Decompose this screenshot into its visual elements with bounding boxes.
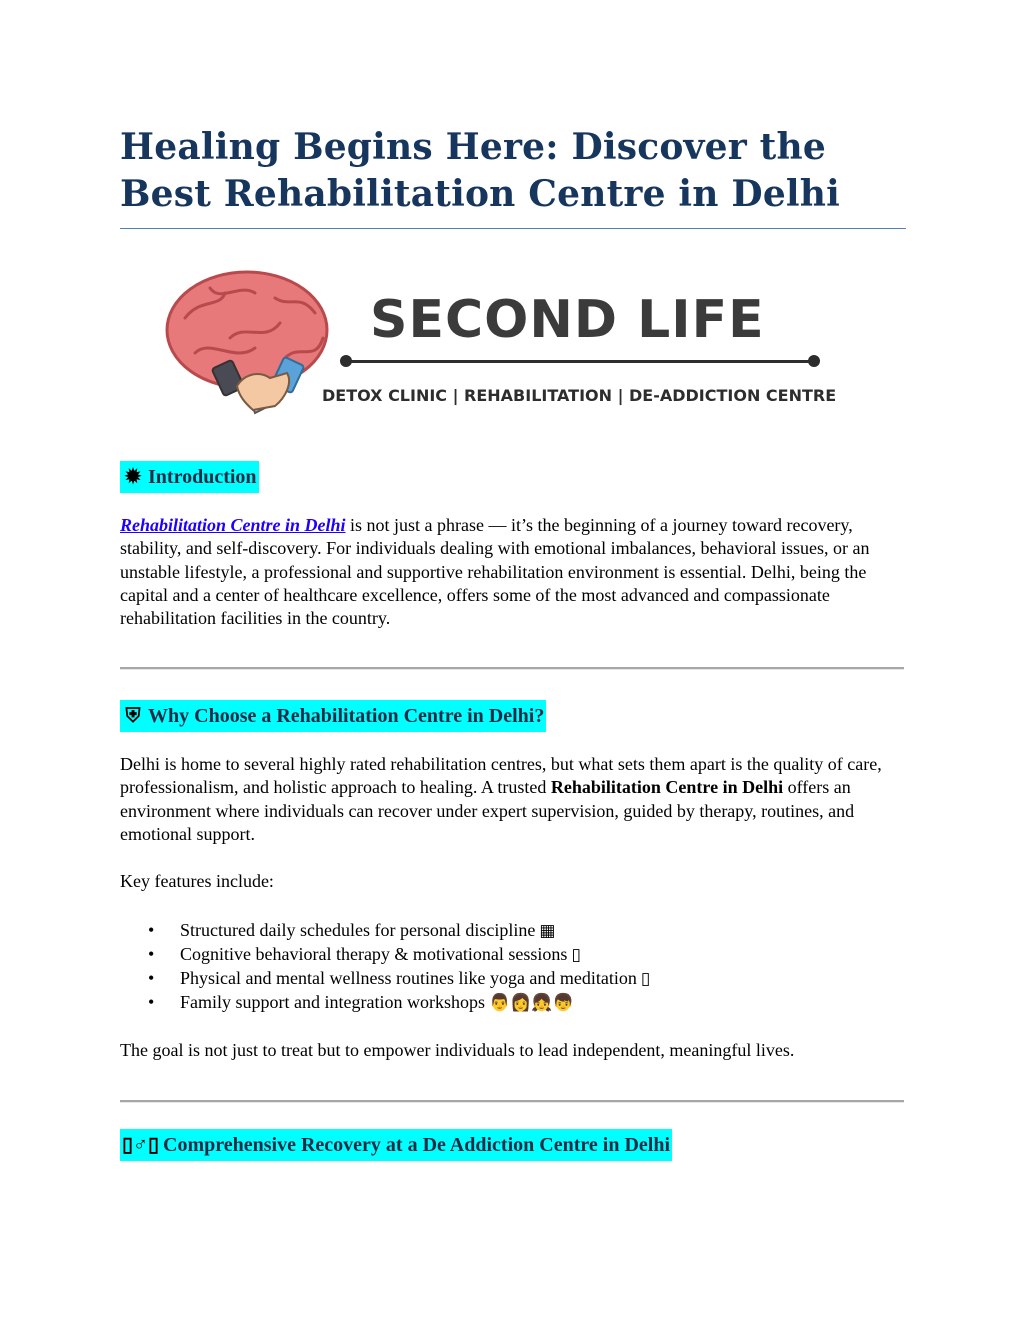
goal-paragraph: The goal is not just to treat but to empower individuals to lead independent, meaningful lives. [120,1040,795,1060]
why-text-end: offers an environment where individuals can recover under expert supervision, guided by therapy, routines, and emotional support. [120,777,855,844]
page-title: Healing Begins Here: Discover the Best Rehabilitation Centre in Delhi [120,126,841,215]
heading-text: Introduction [148,466,257,488]
logo-divider-dot-right [808,355,820,367]
missing-glyph-icon: ▯ [640,969,651,989]
logo-wordmark: SECOND LIFE [370,290,765,350]
list-item [120,918,910,942]
logo-divider-dot-left [340,355,352,367]
why-text-bold: Rehabilitation Centre in Delhi [550,777,784,798]
section-divider-2 [120,1100,904,1102]
features-intro: Key features include: [120,871,274,891]
list-item [120,966,910,990]
list-item [120,990,910,1014]
calendar-icon: ▦ [539,921,556,941]
feature-text: Cognitive behavioral therapy & motivational sessions [180,944,568,964]
section-heading-why-choose [120,700,546,732]
heading-text: Why Choose a Rehabilitation Centre in Delhi? [148,705,545,727]
logo-divider [345,360,815,363]
feature-text: Physical and mental wellness routines like yoga and meditation [180,968,637,988]
missing-glyph-icon: ▯ [571,945,581,965]
feature-text: Family support and integration workshops [180,992,485,1012]
person-icon: ▯♂▯ [122,1134,160,1156]
why-text-start: Delhi is home to several highly rated rehabilitation centres, but what sets them apart is the quality of care, professionalism, and holistic approach to healing. A trusted [120,754,882,798]
section-divider-1 [120,667,904,669]
starburst-icon: ✹ [124,466,142,488]
why-paragraph [120,753,910,846]
heading-text: Comprehensive Recovery at a De Addiction Centre in Delhi [163,1134,670,1156]
rehab-centre-link[interactable]: Rehabilitation Centre in Delhi [120,515,346,535]
section-heading-recovery [120,1129,672,1161]
feature-text: Structured daily schedules for personal discipline [180,920,536,940]
features-list [120,918,910,1014]
section-heading-introduction [120,461,259,493]
family-icon: 👨👩👧👦 [488,993,574,1013]
shield-cross-icon: ⛨ [125,705,141,727]
list-item [120,942,910,966]
logo-tagline: DETOX CLINIC | REHABILITATION | DE-ADDICTION CENTRE [322,386,837,405]
title-underline [120,228,906,229]
intro-paragraph [120,514,910,630]
intro-text: is not just a phrase — it’s the beginning of a journey toward recovery, stability, and self-discovery. For individuals dealing with emotional imbalances, behavioral issues, or an unstable lifestyle, a professional and supportive rehabilitation environment is essential. Delhi, being the capital and a center of healthcare excellence, offers some of the most advanced and compassionate rehabilitation facilities in the country. [120,515,870,629]
